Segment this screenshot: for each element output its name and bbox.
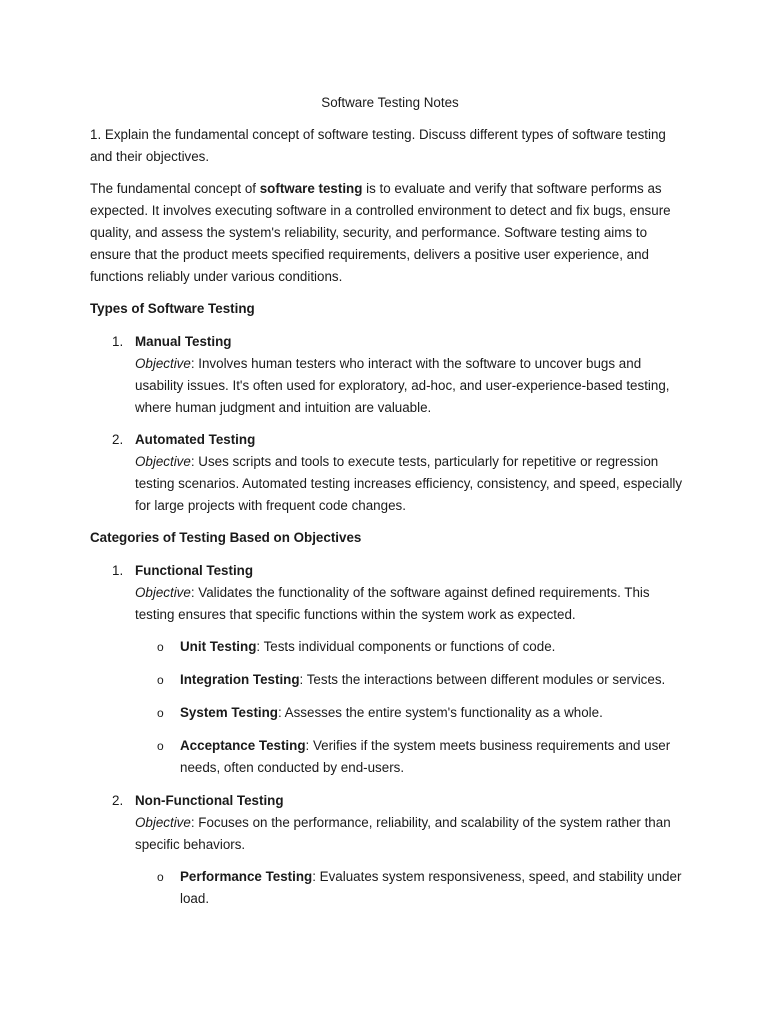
list-item-unit-testing	[135, 636, 690, 658]
list-item-functional-testing	[90, 560, 690, 779]
objective-text: : Validates the functionality of the software against defined requirements. This testing ensures that specific functions within the system work as expected.	[135, 585, 650, 622]
circle-bullet-icon: o	[157, 870, 164, 884]
list-item-performance-testing	[135, 866, 690, 910]
subitem-title: Acceptance Testing	[180, 738, 306, 753]
list-item-integration-testing	[135, 669, 690, 691]
intro-after: is to evaluate and verify that software performs as expected. It involves executing software in a controlled environment to detect and fix bugs, ensure quality, and assess the system's reliability, security, and performance. Software testing aims to ensure that the product meets specified requirements, delivers a positive user experience, and functions reliably under various conditions.	[90, 181, 671, 284]
categories-list	[90, 560, 690, 910]
list-number: 1.	[112, 334, 124, 349]
objective-text: : Involves human testers who interact with the software to uncover bugs and usability issues. It's often used for exploratory, ad-hoc, and user-experience-based testing, where human judgment and intuition are valuable.	[135, 356, 670, 415]
list-number: 2.	[112, 793, 124, 808]
objective-label: Objective	[135, 356, 191, 371]
subitem-title: Unit Testing	[180, 639, 257, 654]
objective-label: Objective	[135, 585, 191, 600]
objective-label: Objective	[135, 454, 191, 469]
intro-bold-term: software testing	[259, 181, 363, 196]
question-text: 1. Explain the fundamental concept of software testing. Discuss different types of software testing and their objectives.	[90, 127, 666, 164]
subitem-title: Integration Testing	[180, 672, 300, 687]
circle-bullet-icon: o	[157, 640, 164, 654]
types-list	[90, 331, 690, 517]
list-item-acceptance-testing	[135, 735, 690, 779]
list-item-automated-testing	[90, 429, 690, 517]
categories-heading: Categories of Testing Based on Objectives	[90, 530, 362, 545]
non-functional-subtypes-list	[135, 866, 690, 910]
list-item-title: Manual Testing	[135, 334, 232, 349]
list-item-non-functional-testing	[90, 790, 690, 910]
intro-before: The fundamental concept of	[90, 181, 260, 196]
list-item-title: Functional Testing	[135, 563, 254, 578]
subitem-text: : Tests the interactions between different modules or services.	[299, 672, 666, 687]
list-number: 2.	[112, 432, 124, 447]
list-item-system-testing	[135, 702, 690, 724]
list-item-title: Automated Testing	[135, 432, 256, 447]
circle-bullet-icon: o	[157, 739, 164, 753]
subitem-text: : Tests individual components or functions of code.	[256, 639, 556, 654]
subitem-title: Performance Testing	[180, 869, 313, 884]
subitem-title: System Testing	[180, 705, 278, 720]
types-heading: Types of Software Testing	[90, 301, 255, 316]
objective-label: Objective	[135, 815, 191, 830]
document-page	[90, 92, 690, 921]
subitem-text: : Verifies if the system meets business requirements and user needs, often conducted by end-users.	[180, 738, 671, 775]
circle-bullet-icon: o	[157, 706, 164, 720]
list-item-manual-testing	[90, 331, 690, 419]
circle-bullet-icon: o	[157, 673, 164, 687]
subitem-text: : Evaluates system responsiveness, speed, and stability under load.	[180, 869, 682, 906]
objective-text: : Focuses on the performance, reliability, and scalability of the system rather than specific behaviors.	[135, 815, 671, 852]
intro-paragraph	[90, 178, 690, 288]
list-item-title: Non-Functional Testing	[135, 793, 284, 808]
document-title: Software Testing Notes	[321, 95, 459, 110]
functional-subtypes-list	[135, 636, 690, 779]
objective-text: : Uses scripts and tools to execute tests, particularly for repetitive or regression testing scenarios. Automated testing increases efficiency, consistency, and speed, especially for large projects with frequent code changes.	[135, 454, 683, 513]
list-number: 1.	[112, 563, 124, 578]
subitem-text: : Assesses the entire system's functionality as a whole.	[277, 705, 603, 720]
